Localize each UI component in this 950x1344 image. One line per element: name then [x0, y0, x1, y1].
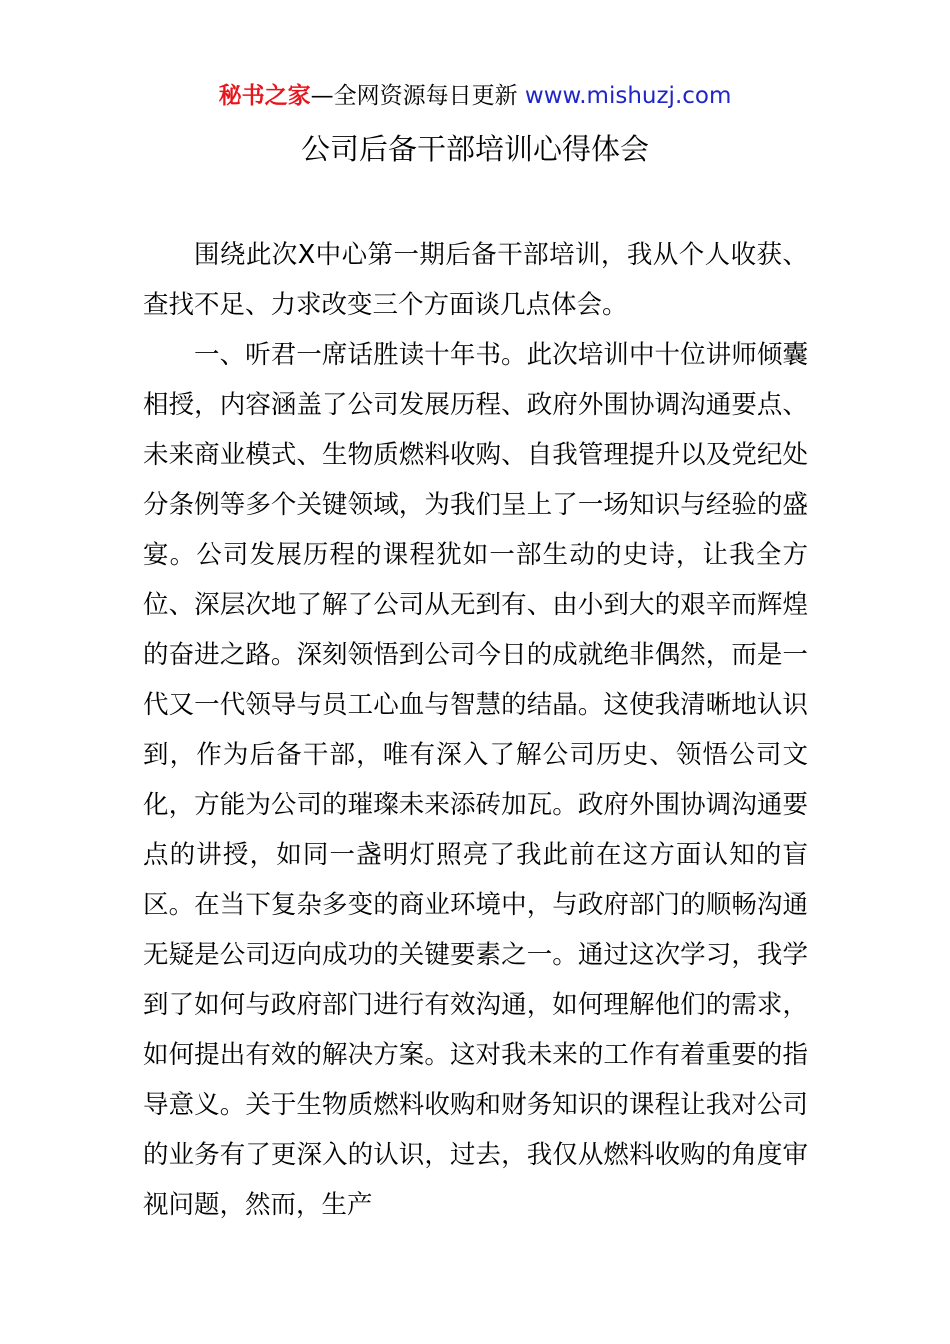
site-tagline: —全网资源每日更新: [310, 83, 518, 109]
paragraph-section-1: 一、听君一席话胜读十年书。此次培训中十位讲师倾囊相授，内容涵盖了公司发展历程、政府外围协调沟通要点、未来商业模式、生物质燃料收购、自我管理提升以及党纪处分条例等多个关键领域，为我们呈上了一场知识与经验的盛宴。公司发展历程的课程犹如一部生动的史诗，让我全方位、深层次地了解了公司从无到有、由小到大的艰辛而辉煌的奋进之路。深刻领悟到公司今日的成就绝非偶然，而是一代又一代领导与员工心血与智慧的结晶。这使我清晰地认识到，作为后备干部，唯有深入了解公司历史、领悟公司文化，方能为公司的璀璨未来添砖加瓦。政府外围协调沟通要点的讲授，如同一盏明灯照亮了我此前在这方面认知的盲区。在当下复杂多变的商业环境中，与政府部门的顺畅沟通无疑是公司迈向成功的关键要素之一。通过这次学习，我学到了如何与政府部门进行有效沟通，如何理解他们的需求，如何提出有效的解决方案。这对我未来的工作有着重要的指导意义。关于生物质燃料收购和财务知识的课程让我对公司的业务有了更深入的认识，过去，我仅从燃料收购的角度审视问题，然而，生产: [143, 340, 808, 1220]
site-url-link[interactable]: www.mishuzj.com: [524, 83, 732, 109]
document-body: [143, 230, 808, 1230]
paragraph-intro: 围绕此次X中心第一期后备干部培训，我从个人收获、查找不足、力求改变三个方面谈几点体会。: [143, 240, 808, 320]
site-header: [0, 80, 950, 112]
site-brand: 秘书之家: [218, 83, 311, 109]
document-title: 公司后备干部培训心得体会: [300, 132, 649, 166]
